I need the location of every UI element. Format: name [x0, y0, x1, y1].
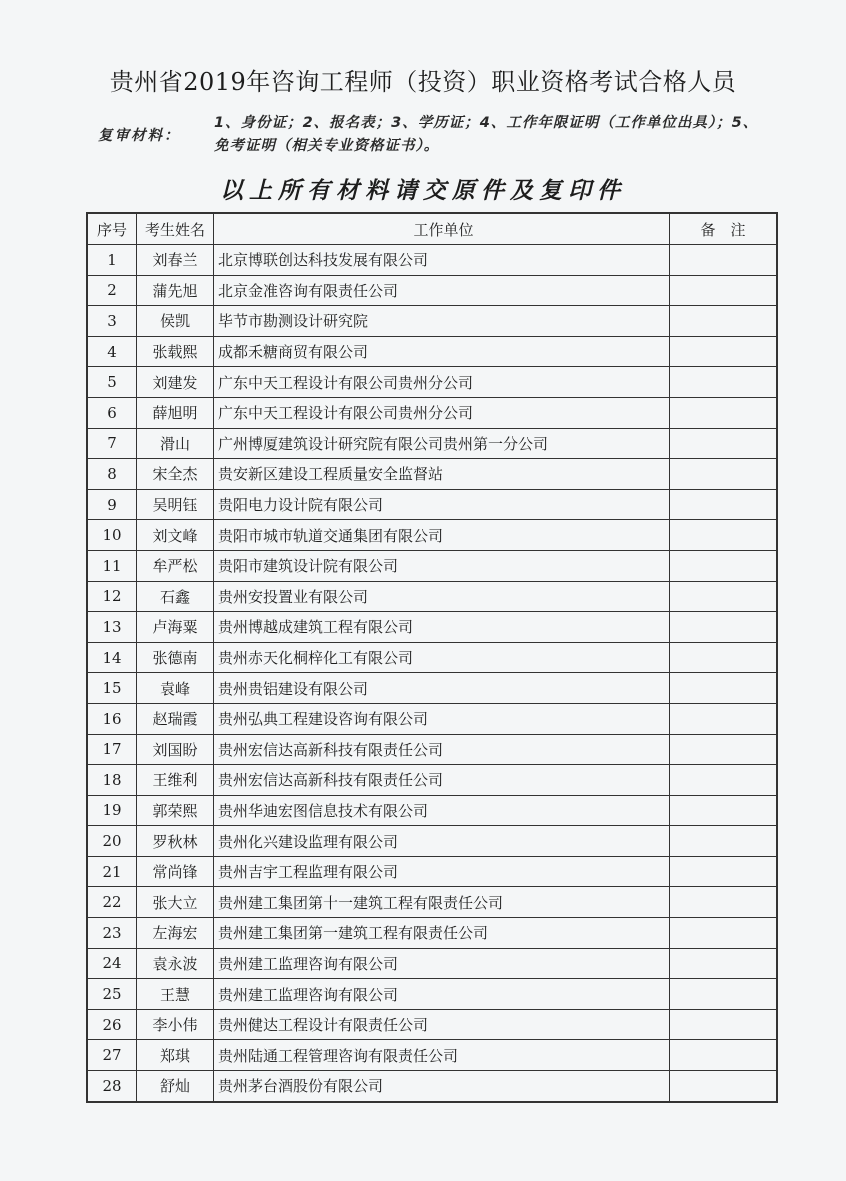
row-unit: 贵州陆通工程管理咨询有限责任公司: [214, 1040, 670, 1071]
table-row: [87, 887, 777, 918]
row-unit: 贵州吉宇工程监理有限公司: [214, 856, 670, 887]
row-unit: 贵州宏信达高新科技有限责任公司: [214, 734, 670, 765]
row-name: 石鑫: [137, 581, 214, 612]
row-unit: 贵州博越成建筑工程有限公司: [214, 612, 670, 643]
row-number: 22: [87, 887, 137, 918]
row-name: 常尚锋: [137, 856, 214, 887]
header-name: 考生姓名: [137, 213, 214, 245]
table-row: [87, 489, 777, 520]
qualified-persons-table: [86, 212, 778, 1103]
row-name: 侯凯: [137, 306, 214, 337]
row-unit: 贵州建工监理咨询有限公司: [214, 948, 670, 979]
row-note: [670, 887, 778, 918]
row-name: 赵瑞霞: [137, 703, 214, 734]
row-number: 21: [87, 856, 137, 887]
table-row: [87, 428, 777, 459]
row-number: 9: [87, 489, 137, 520]
table-row: [87, 918, 777, 949]
row-unit: 贵安新区建设工程质量安全监督站: [214, 459, 670, 490]
row-unit: 北京博联创达科技发展有限公司: [214, 245, 670, 276]
table-row: [87, 795, 777, 826]
row-unit: 广东中天工程设计有限公司贵州分公司: [214, 397, 670, 428]
row-name: 刘文峰: [137, 520, 214, 551]
table-row: [87, 1071, 777, 1102]
row-name: 滑山: [137, 428, 214, 459]
row-name: 左海宏: [137, 918, 214, 949]
row-unit: 贵阳电力设计院有限公司: [214, 489, 670, 520]
page-title: 贵州省2019年咨询工程师（投资）职业资格考试合格人员: [109, 68, 737, 96]
table-row: [87, 612, 777, 643]
row-number: 6: [87, 397, 137, 428]
row-number: 28: [87, 1071, 137, 1102]
row-note: [670, 428, 778, 459]
table-row: [87, 306, 777, 337]
row-number: 5: [87, 367, 137, 398]
table-row: [87, 1040, 777, 1071]
row-note: [670, 367, 778, 398]
row-note: [670, 734, 778, 765]
table-header-row: [87, 213, 777, 245]
header-no: 序号: [87, 213, 137, 245]
row-name: 郑琪: [137, 1040, 214, 1071]
table-row: [87, 520, 777, 551]
row-number: 14: [87, 642, 137, 673]
row-note: [670, 306, 778, 337]
row-name: 王维利: [137, 765, 214, 796]
row-name: 刘国盼: [137, 734, 214, 765]
row-note: [670, 765, 778, 796]
row-note: [670, 520, 778, 551]
table-row: [87, 397, 777, 428]
row-number: 25: [87, 979, 137, 1010]
row-note: [670, 826, 778, 857]
row-unit: 毕节市勘测设计研究院: [214, 306, 670, 337]
table-row: [87, 275, 777, 306]
row-note: [670, 612, 778, 643]
originals-notice: 以上所有材料请交原件及复印件: [220, 178, 626, 204]
row-name: 刘春兰: [137, 245, 214, 276]
row-name: 王慧: [137, 979, 214, 1010]
row-note: [670, 550, 778, 581]
row-unit: 北京金准咨询有限责任公司: [214, 275, 670, 306]
row-unit: 贵州健达工程设计有限责任公司: [214, 1009, 670, 1040]
row-unit: 贵州华迪宏图信息技术有限公司: [214, 795, 670, 826]
row-unit: 贵州建工集团第十一建筑工程有限责任公司: [214, 887, 670, 918]
row-note: [670, 979, 778, 1010]
table-row: [87, 367, 777, 398]
table-body: [87, 245, 777, 1102]
table-row: [87, 642, 777, 673]
row-note: [670, 856, 778, 887]
row-unit: 贵州茅台酒股份有限公司: [214, 1071, 670, 1102]
row-name: 郭荣熙: [137, 795, 214, 826]
row-number: 1: [87, 245, 137, 276]
row-number: 16: [87, 703, 137, 734]
table-row: [87, 826, 777, 857]
row-number: 12: [87, 581, 137, 612]
table-row: [87, 581, 777, 612]
row-name: 罗秋林: [137, 826, 214, 857]
row-note: [670, 795, 778, 826]
row-name: 薛旭明: [137, 397, 214, 428]
row-number: 4: [87, 336, 137, 367]
row-number: 19: [87, 795, 137, 826]
row-unit: 贵州安投置业有限公司: [214, 581, 670, 612]
table-row: [87, 336, 777, 367]
review-materials-text: 1、身份证；2、报名表；3、学历证；4、工作年限证明（工作单位出具）；5、免考证明（相关专业资格证书）。: [214, 115, 759, 154]
row-note: [670, 948, 778, 979]
review-materials-label: 复审材料：: [98, 128, 181, 144]
header-note: 备 注: [670, 213, 778, 245]
row-note: [670, 1071, 778, 1102]
row-unit: 贵阳市建筑设计院有限公司: [214, 550, 670, 581]
row-name: 张载熙: [137, 336, 214, 367]
row-note: [670, 459, 778, 490]
row-name: 蒲先旭: [137, 275, 214, 306]
table-row: [87, 856, 777, 887]
row-name: 张德南: [137, 642, 214, 673]
table-row: [87, 948, 777, 979]
row-name: 宋全杰: [137, 459, 214, 490]
row-note: [670, 673, 778, 704]
table-row: [87, 765, 777, 796]
row-note: [670, 245, 778, 276]
row-note: [670, 275, 778, 306]
row-number: 17: [87, 734, 137, 765]
row-unit: 成都禾糖商贸有限公司: [214, 336, 670, 367]
row-name: 张大立: [137, 887, 214, 918]
row-unit: 贵州建工集团第一建筑工程有限责任公司: [214, 918, 670, 949]
row-number: 26: [87, 1009, 137, 1040]
row-name: 刘建发: [137, 367, 214, 398]
row-number: 27: [87, 1040, 137, 1071]
row-number: 2: [87, 275, 137, 306]
row-number: 3: [87, 306, 137, 337]
row-name: 牟严松: [137, 550, 214, 581]
row-name: 袁永波: [137, 948, 214, 979]
row-unit: 贵州赤天化桐梓化工有限公司: [214, 642, 670, 673]
row-note: [670, 581, 778, 612]
row-name: 袁峰: [137, 673, 214, 704]
row-name: 卢海粟: [137, 612, 214, 643]
row-unit: 贵州化兴建设监理有限公司: [214, 826, 670, 857]
row-note: [670, 918, 778, 949]
row-number: 8: [87, 459, 137, 490]
table-row: [87, 673, 777, 704]
row-unit: 贵州贵铝建设有限公司: [214, 673, 670, 704]
row-unit: 广东中天工程设计有限公司贵州分公司: [214, 367, 670, 398]
row-number: 10: [87, 520, 137, 551]
table-row: [87, 979, 777, 1010]
row-note: [670, 336, 778, 367]
header-unit: 工作单位: [214, 213, 670, 245]
row-unit: 贵阳市城市轨道交通集团有限公司: [214, 520, 670, 551]
row-note: [670, 1040, 778, 1071]
row-note: [670, 1009, 778, 1040]
table-row: [87, 245, 777, 276]
table-row: [87, 734, 777, 765]
table-row: [87, 459, 777, 490]
row-number: 23: [87, 918, 137, 949]
row-number: 15: [87, 673, 137, 704]
row-note: [670, 703, 778, 734]
row-number: 7: [87, 428, 137, 459]
row-number: 24: [87, 948, 137, 979]
table-row: [87, 1009, 777, 1040]
row-note: [670, 397, 778, 428]
table-row: [87, 550, 777, 581]
row-name: 李小伟: [137, 1009, 214, 1040]
row-unit: 贵州弘典工程建设咨询有限公司: [214, 703, 670, 734]
row-name: 舒灿: [137, 1071, 214, 1102]
row-number: 18: [87, 765, 137, 796]
row-unit: 贵州建工监理咨询有限公司: [214, 979, 670, 1010]
row-note: [670, 489, 778, 520]
row-number: 13: [87, 612, 137, 643]
row-note: [670, 642, 778, 673]
row-number: 11: [87, 550, 137, 581]
row-number: 20: [87, 826, 137, 857]
row-unit: 贵州宏信达高新科技有限责任公司: [214, 765, 670, 796]
row-name: 吴明钰: [137, 489, 214, 520]
row-unit: 广州博厦建筑设计研究院有限公司贵州第一分公司: [214, 428, 670, 459]
table-row: [87, 703, 777, 734]
